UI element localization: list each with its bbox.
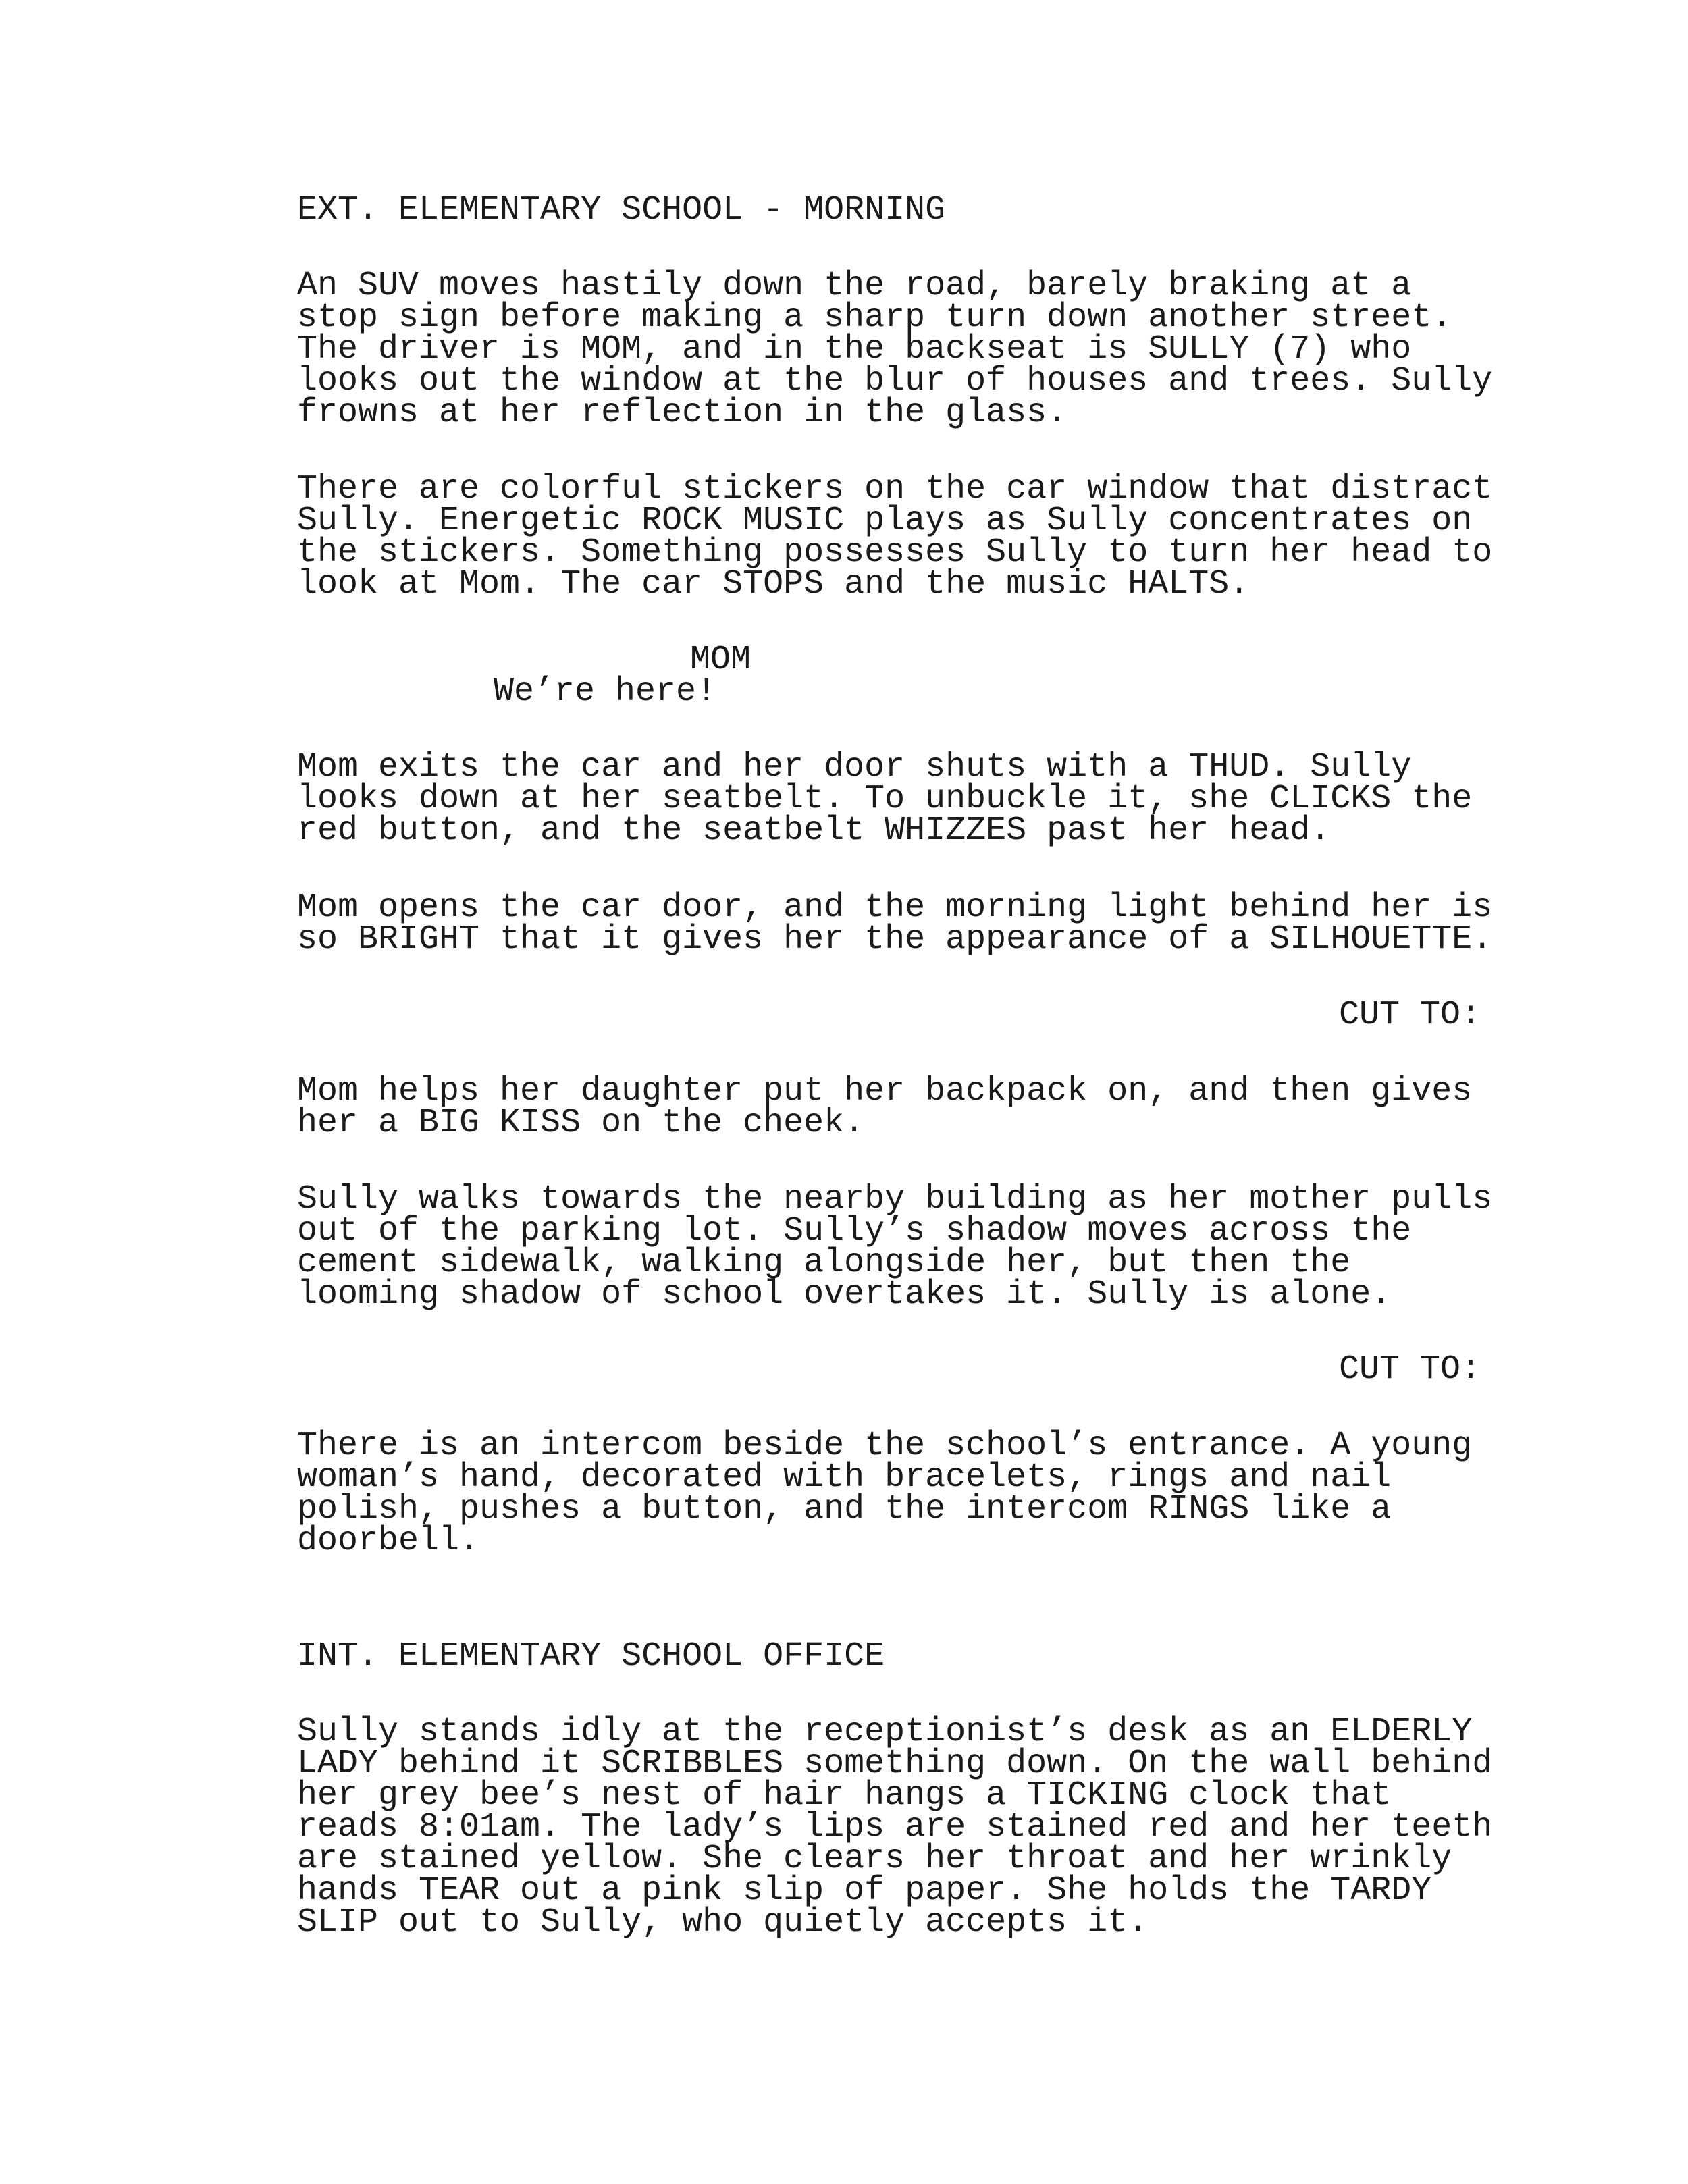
action-line: so BRIGHT that it gives her the appearance of a SILHOUETTE.: [297, 920, 1493, 959]
action-line: Mom opens the car door, and the morning light behind her is: [297, 888, 1493, 927]
action-line: There is an intercom beside the school’s entrance. A young: [297, 1427, 1473, 1465]
action-line: out of the parking lot. Sully’s shadow moves across the: [297, 1212, 1412, 1250]
action-line: An SUV moves hastily down the road, barely braking at a: [297, 267, 1412, 305]
action-line: her a BIG KISS on the cheek.: [297, 1104, 865, 1142]
transition: CUT TO:: [1339, 996, 1481, 1034]
action-line: reads 8:01am. The lady’s lips are stained red and her teeth: [297, 1808, 1493, 1846]
action-line: looks down at her seatbelt. To unbuckle it, she CLICKS the: [297, 780, 1473, 818]
action-line: looming shadow of school overtakes it. Sully is alone.: [297, 1275, 1392, 1314]
action-line: red button, and the seatbelt WHIZZES past her head.: [297, 811, 1331, 850]
action-line: polish, pushes a button, and the intercom RINGS like a: [297, 1490, 1392, 1528]
action-line: Sully stands idly at the receptionist’s desk as an ELDERLY: [297, 1713, 1473, 1751]
action-line: Sully walks towards the nearby building as her mother pulls: [297, 1180, 1493, 1219]
action-line: her grey bee’s nest of hair hangs a TICKING clock that: [297, 1776, 1392, 1815]
scene-heading: INT. ELEMENTARY SCHOOL OFFICE: [297, 1637, 885, 1676]
action-line: hands TEAR out a pink slip of paper. She holds the TARDY: [297, 1871, 1432, 1910]
dialogue-line: We’re here!: [494, 672, 717, 711]
action-line: There are colorful stickers on the car window that distract: [297, 470, 1493, 508]
action-line: are stained yellow. She clears her throat and her wrinkly: [297, 1840, 1452, 1878]
action-line: woman’s hand, decorated with bracelets, rings and nail: [297, 1458, 1392, 1497]
action-line: Sully. Energetic ROCK MUSIC plays as Sully concentrates on: [297, 502, 1473, 540]
action-line: Mom exits the car and her door shuts with a THUD. Sully: [297, 748, 1412, 787]
action-line: look at Mom. The car STOPS and the music HALTS.: [297, 565, 1250, 604]
action-line: SLIP out to Sully, who quietly accepts it.: [297, 1903, 1149, 1942]
action-line: looks out the window at the blur of houses and trees. Sully: [297, 362, 1493, 400]
action-line: stop sign before making a sharp turn down another street.: [297, 298, 1452, 337]
action-line: cement sidewalk, walking alongside her, but then the: [297, 1244, 1351, 1282]
action-line: frowns at her reflection in the glass.: [297, 394, 1067, 432]
character-name: MOM: [690, 641, 751, 679]
action-line: LADY behind it SCRIBBLES something down. On the wall behind: [297, 1744, 1493, 1783]
action-line: The driver is MOM, and in the backseat is SULLY (7) who: [297, 330, 1412, 369]
action-line: the stickers. Something possesses Sully to turn her head to: [297, 533, 1493, 572]
scene-heading: EXT. ELEMENTARY SCHOOL - MORNING: [297, 191, 946, 230]
action-line: doorbell.: [297, 1522, 480, 1560]
action-line: Mom helps her daughter put her backpack on, and then gives: [297, 1072, 1473, 1111]
transition: CUT TO:: [1339, 1350, 1481, 1389]
